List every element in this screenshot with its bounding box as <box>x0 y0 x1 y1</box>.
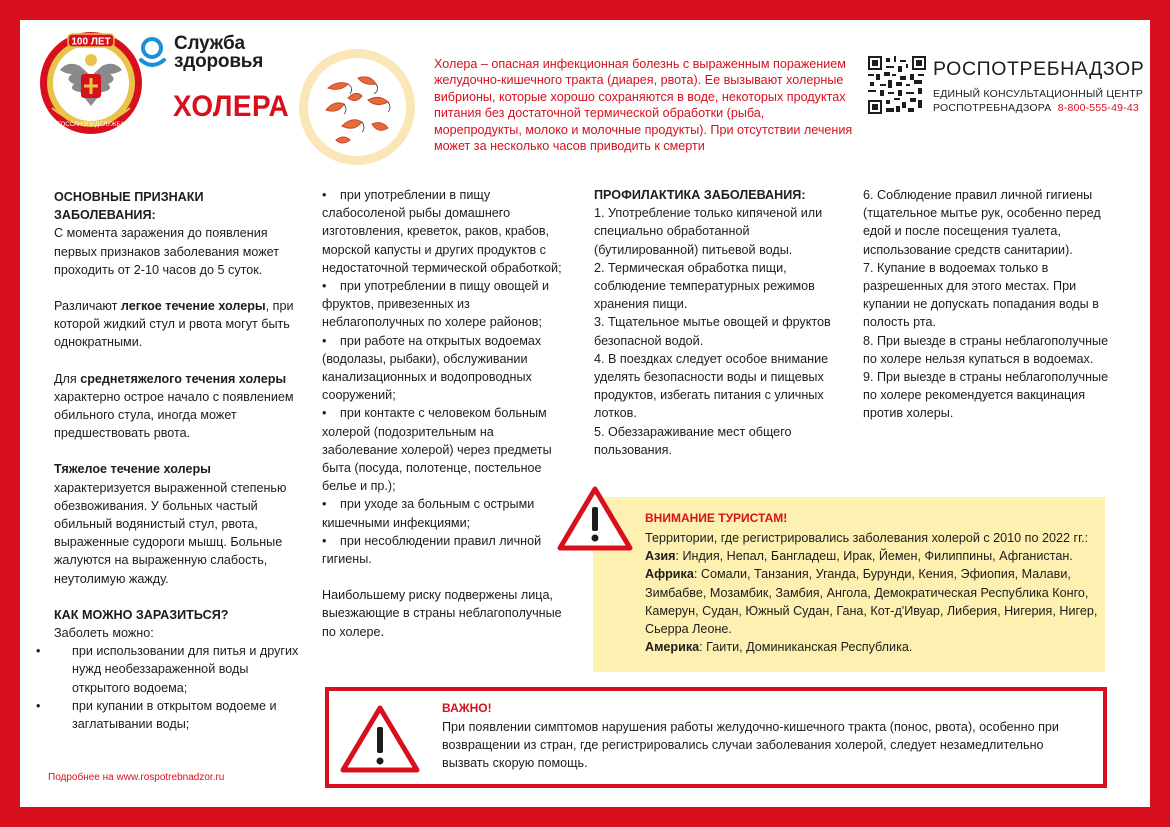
list-item: 4. В поездках следует особое внимание уделять безопасности воды и пищевых продуктов, избегать питания с уличных лотков. <box>594 351 829 421</box>
list-item: 5. Обеззараживание мест общего пользования. <box>594 424 792 457</box>
list-item: • при уходе за больным с острыми кишечными инфекциями; <box>322 497 535 530</box>
symptoms-column <box>36 188 304 733</box>
light-course-term: легкое течение холеры <box>120 299 266 314</box>
list-item: 6. Соблюдение правил личной гигиены (тщательное мытье рук, особенно перед едой и после посещения туалета, использование средств санитарии). <box>863 188 1101 257</box>
list-item: 2. Термическая обработка пищи, соблюдение температурных режимов хранения пищи. <box>594 260 815 312</box>
health-service-logo-icon <box>138 36 168 70</box>
medium-course-term: среднетяжелого течения холеры <box>80 371 287 386</box>
list-item: 8. При выезде в страны неблагополучные по холере нельзя купаться в водоемах. <box>863 333 1109 366</box>
page-title: ХОЛЕРА <box>173 90 290 123</box>
hotline-phone[interactable]: 8-800-555-49-43 <box>1057 102 1139 114</box>
anniversary-emblem-icon <box>38 30 144 136</box>
logo-line-2: здоровья <box>174 51 264 72</box>
list-item: • при употреблении в пищу овощей и фруктов, привезенных из неблагополучных по холере районов; <box>322 279 550 330</box>
warning-triangle-icon <box>557 485 633 551</box>
list-item: • при использовании для питья и других нужд необеззараженной воды открытого водоема; <box>36 644 299 695</box>
prevention-heading: ПРОФИЛАКТИКА ЗАБОЛЕВАНИЯ: <box>594 188 806 202</box>
region-asia: Азия: Индия, Непал, Бангладеш, Ирак, Йемен, Филиппины, Афганистан. <box>645 549 1073 564</box>
poster-sheet <box>20 20 1150 807</box>
region-africa: Африка: Сомали, Танзания, Уганда, Бурунди, Кения, Эфиопия, Малави, Зимбабве, Мозамбик, Замбия, Ангола, Демократическая Республика Конго, Камерун, Судан, Южный Судан, Гана, Кот-д'Ивуар, Либерия, Нигерия, Нигер, Сьерра Леоне. <box>645 567 1098 637</box>
svg-text:ГОССАНЭПИДСЛУЖБА: ГОССАНЭПИДСЛУЖБА <box>57 122 125 128</box>
infection-intro: Заболеть можно: <box>54 626 154 641</box>
list-item: 9. При выезде в страны неблагополучные по холере рекомендуется вакцинация против холеры. <box>863 370 1109 421</box>
org-sub-line-1: ЕДИНЫЙ КОНСУЛЬТАЦИОННЫЙ ЦЕНТР <box>933 88 1144 100</box>
risk-group-text: Наибольшему риску подвержены лица, выезжающие в страны неблагополучные по холере. <box>322 588 562 639</box>
severe-course-term: Тяжелое течение холеры <box>54 462 211 477</box>
tourist-warning-intro: Территории, где регистрировались заболевания холерой с 2010 по 2022 гг.: <box>645 531 1089 545</box>
health-service-logo <box>138 35 263 71</box>
prevention-continued-column <box>863 186 1125 423</box>
infection-heading: КАК МОЖНО ЗАРАЗИТЬСЯ? <box>54 607 229 622</box>
qr-code-icon <box>868 56 926 114</box>
logo-line-1: Служба <box>174 33 245 54</box>
warning-triangle-icon <box>340 704 420 774</box>
infection-routes-column <box>322 186 567 641</box>
svg-text:100 ЛЕТ: 100 ЛЕТ <box>71 36 111 48</box>
important-label: ВАЖНО! <box>442 701 492 715</box>
severe-course-text: характеризуется выраженной степенью обезвоживания. У больных частый обильный водянистый стул, рвота, выраженные судороги мышц. Больные жалуются на выраженную слабость, неутолимую жажду. <box>54 480 287 586</box>
more-info-link[interactable]: Подробнее на www.rospotrebnadzor.ru <box>48 772 225 783</box>
prevention-column <box>594 186 844 459</box>
important-notice-box <box>325 687 1107 788</box>
tourist-warning-body <box>645 529 1101 656</box>
list-item: • при несоблюдении правил личной гигиены. <box>322 533 542 567</box>
list-item: • при употреблении в пищу слабосоленой рыбы домашнего изготовления, креветок, раков, крабов, морской капусты и других продуктов с недостаточной термической обработкой; <box>322 188 562 275</box>
region-america: Америка: Гаити, Доминиканская Республика. <box>645 640 913 655</box>
tourist-warning-label: ВНИМАНИЕ ТУРИСТАМ! <box>645 511 788 525</box>
symptoms-text: С момента заражения до появления первых признаков заболевания может проходить от 2-10 часов до 5 суток. <box>54 226 280 277</box>
medium-course-paragraph: Для среднетяжелого течения холеры характерно острое начало с появлением обильного стула, иногда может предшествовать рвота. <box>54 371 294 441</box>
vibrio-bacteria-illustration-icon <box>298 48 416 166</box>
intro-text: Холера – опасная инфекционная болезнь с выраженным поражением желудочно-кишечного тракта (диарея, рвота). Ее вызывают холерные вибрионы, которые хорошо сохраняются в воде, некоторых продуктах питания без достаточной термической обработки (рыба, морепродукты, молоко и молочные продукты). При отсутствии лечения может за несколько часов приводить к смерти <box>434 57 853 154</box>
light-course-paragraph: Различают легкое течение холеры, при которой жидкий стул и рвота могут быть однократными. <box>54 299 294 350</box>
org-subtitle <box>933 87 1143 115</box>
list-item: 7. Купание в водоемах только в разрешенных для этого местах. При купании не допускать попадания воды в полость рта. <box>863 260 1099 330</box>
list-item: 1. Употребление только кипяченой или специально обработанной (бутилированной) питьевой воды. <box>594 206 823 257</box>
org-name: РОСПОТРЕБНАДЗОР <box>933 58 1145 80</box>
list-item: 3. Тщательное мытье овощей и фруктов безопасной водой. <box>594 315 831 348</box>
important-text: При появлении симптомов нарушения работы желудочно-кишечного тракта (понос, рвота), особенно при возвращении из стран, где регистрировались случаи заболевания холерой, следует незамедлительно вызвать скорую помощь. <box>442 720 1059 771</box>
tourist-warning-box <box>593 497 1105 672</box>
list-item: • при купании в открытом водоеме и заглатывании воды; <box>36 698 277 732</box>
org-sub-line-2: РОСПОТРЕБНАДЗОРА <box>933 102 1052 114</box>
list-item: • при контакте с человеком больным холерой (подозрительным на заболевание холерой) через предметы быта (посуда, полотенце, постельное белье и пр.); <box>322 406 552 494</box>
symptoms-heading: ОСНОВНЫЕ ПРИЗНАКИ ЗАБОЛЕВАНИЯ: <box>54 190 204 223</box>
list-item: • при работе на открытых водоемах (водолазы, рыбаки), обслуживании канализационных и водопроводных сооружений; <box>322 333 542 403</box>
